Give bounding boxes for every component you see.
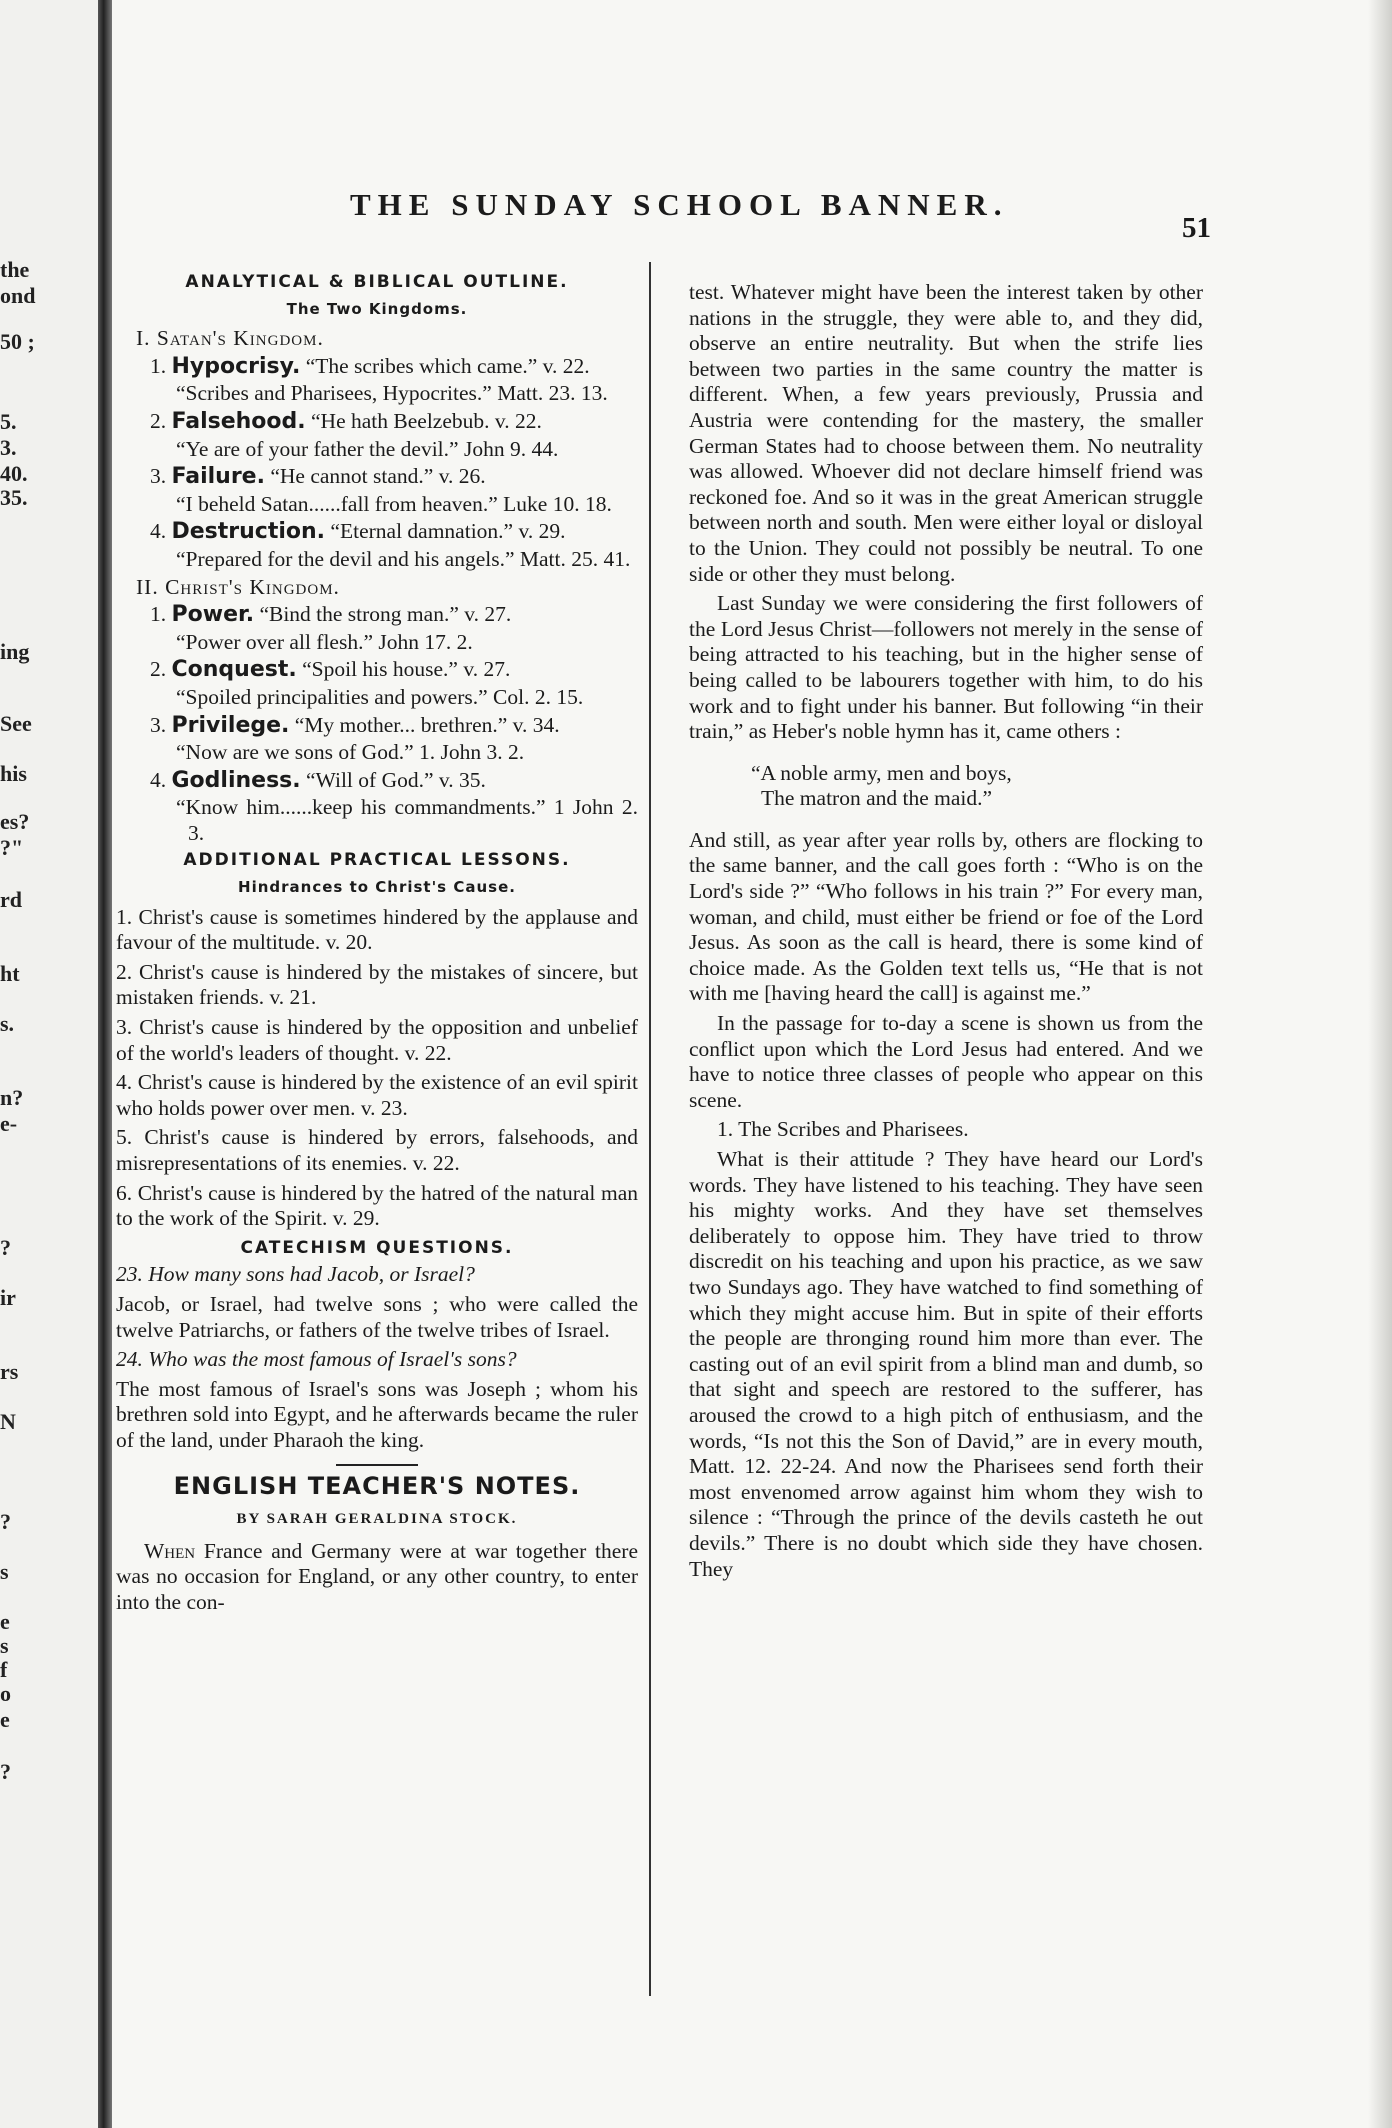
notes-paragraph: test. Whatever might have been the interest taken by other nations in the struggle, they were able to, and they did, observe an entire neutrality. But when the strife lies between two parties in the same country the matter is different. When, a few years previously, Prussia and Austria were contending for the mastery, the smaller German States had to choose between them. No neutrality was allowed. Whoever did not declare himself friend was reckoned foe. And so it was in the great American struggle between north and south. Men were either loyal or disloyal to the Union. They could not possibly be neutral. To one side or other they must belong. — [689, 280, 1203, 586]
outline-item: 4. Destruction. “Eternal damnation.” v. 29. — [150, 519, 566, 545]
prev-fragment: e- — [0, 1111, 18, 1136]
outline-quote: “Now are we sons of God.” 1. John 3. 2. — [176, 740, 525, 765]
prev-fragment: ?" — [0, 835, 24, 860]
prev-fragment: the — [0, 257, 30, 282]
lesson-item: 2. Christ's cause is hindered by the mistakes of sincere, but mistaken friends. v. 21. — [116, 959, 638, 1010]
prev-fragment: 35. — [0, 485, 28, 510]
prev-fragment: e — [0, 1707, 10, 1732]
prev-fragment: n? — [0, 1085, 24, 1110]
page-number: 51 — [1182, 212, 1211, 244]
catechism-heading: CATECHISM QUESTIONS. — [240, 1237, 514, 1258]
running-header: THE SUNDAY SCHOOL BANNER. — [350, 187, 1009, 222]
outline-quote: “Spoiled principalities and powers.” Col. 2. 15. — [176, 684, 584, 709]
prev-fragment: e — [0, 1609, 10, 1634]
prev-fragment: s — [0, 1633, 9, 1658]
hymn-quote — [751, 761, 1203, 812]
lesson-item: 4. Christ's cause is hindered by the existence of an evil spirit who holds power over men. v. 23. — [116, 1070, 638, 1120]
outline-subheading: The Two Kingdoms. — [286, 299, 468, 318]
outline-quote: “Scribes and Pharisees, Hypocrites.” Matt. 23. 13. — [176, 381, 608, 406]
notes-paragraph: What is their attitude ? They have heard our Lord's words. They have listened to his teaching. They have seen his mighty works. And they have set themselves deliberately to oppose him. They have tried to throw discredit on his teaching and upon his practice, as we saw two Sundays ago. They have watched to find something of which they might accuse him. But in spite of their efforts the people are thronging round him more than ever. The casting out of an evil spirit from a blind man and dumb, so that sight and speech are restored to the sufferer, has aroused the crowd to a high pitch of enthusiasm, and the words, “Is not this the Son of David,” are in every mouth, Matt. 12. 22-24. And now the Pharisees send forth their most envenomed arrow against him whom they wish to silence : “Through the prince of the devils casteth he out devils.” There is no doubt which side they have chosen. They — [689, 1147, 1203, 1581]
section-divider — [336, 1464, 418, 1466]
section-label: I. Satan's Kingdom. — [136, 326, 324, 351]
previous-page-edge — [0, 0, 112, 2128]
outline-item: 1. Power. “Bind the strong man.” v. 27. — [150, 602, 512, 628]
prev-fragment: ? — [0, 1759, 11, 1784]
hymn-line: The matron and the maid.” — [761, 786, 993, 811]
prev-fragment: ? — [0, 1235, 11, 1260]
prev-fragment: his — [0, 761, 27, 786]
outline-item: 2. Conquest. “Spoil his house.” v. 27. — [150, 657, 511, 683]
outline-item: 4. Godliness. “Will of God.” v. 35. — [150, 767, 486, 793]
prev-fragment: See — [0, 711, 32, 736]
catechism-answer: Jacob, or Israel, had twelve sons ; who were called the twelve Patriarchs, or fathers of the twelve tribes of Israel. — [116, 1291, 638, 1342]
prev-fragment: ir — [0, 1285, 16, 1310]
notes-paragraph: In the passage for to-day a scene is shown us from the conflict upon which the Lord Jesus had entered. And we have to notice three classes of people who appear on this scene. — [689, 1011, 1203, 1112]
prev-fragment: ht — [0, 961, 20, 986]
outline-heading: ANALYTICAL & BIBLICAL OUTLINE. — [185, 272, 569, 292]
outline-quote: “I beheld Satan......fall from heaven.” Luke 10. 18. — [176, 491, 612, 516]
outline-quote: “Ye are of your father the devil.” John 9. 44. — [176, 436, 559, 461]
right-column — [689, 280, 1203, 1586]
prev-fragment: ing — [0, 639, 30, 664]
lesson-item: 1. Christ's cause is sometimes hindered by the applause and favour of the multitude. v. 20. — [116, 904, 638, 955]
prev-fragment: 40. — [0, 461, 28, 486]
hymn-line: “A noble army, men and boys, — [751, 760, 1012, 785]
prev-fragment: es? — [0, 809, 30, 834]
prev-fragment: 5. — [0, 409, 17, 434]
prev-fragment: N — [0, 1409, 16, 1434]
notes-heading: ENGLISH TEACHER'S NOTES. — [173, 1471, 581, 1500]
column-rule — [649, 262, 651, 1996]
prev-fragment: f — [0, 1657, 8, 1682]
lesson-item: 5. Christ's cause is hindered by errors, falsehoods, and misrepresentations of its enemies. v. 22. — [116, 1125, 638, 1175]
prev-fragment: 3. — [0, 435, 17, 460]
prev-fragment: o — [0, 1681, 11, 1706]
outline-item: 3. Privilege. “My mother... brethren.” v. 34. — [150, 712, 560, 738]
notes-paragraph: And still, as year after year rolls by, others are flocking to the same banner, and the call goes forth : “Who is on the Lord's side ?” “Who follows in his train ?” For every man, woman, and child, must either be friend or foe of the Lord Jesus. As soon as the call is heard, there is some kind of choice made. As the Golden text tells us, “He that is not with me [having heard the call] is against me.” — [689, 827, 1203, 1006]
notes-subheading: 1. The Scribes and Pharisees. — [717, 1117, 969, 1142]
prev-fragment: 50 ; — [0, 329, 35, 354]
notes-byline: BY SARAH GERALDINA STOCK. — [236, 1511, 518, 1528]
prev-fragment: s. — [0, 1011, 15, 1036]
page — [112, 0, 1392, 2128]
outline-quote: “Power over all flesh.” John 17. 2. — [176, 629, 473, 654]
page-edge-shadow — [1368, 0, 1392, 2128]
prev-fragment: rs — [0, 1359, 19, 1384]
section-label: II. Christ's Kingdom. — [136, 574, 340, 599]
notes-paragraph: When France and Germany were at war together there was no occasion for England, or any other country, to enter into the con- — [116, 1538, 638, 1614]
outline-quote: “Prepared for the devil and his angels.” Matt. 25. 41. — [176, 546, 631, 571]
left-column — [116, 268, 638, 1620]
prev-fragment: rd — [0, 887, 22, 912]
outline-item: 1. Hypocrisy. “The scribes which came.” v. 22. — [150, 353, 590, 379]
outline-quote: “Know him......keep his commandments.” 1 John 2. 3. — [176, 795, 638, 845]
catechism-answer: The most famous of Israel's sons was Joseph ; whom his brethren sold into Egypt, and he afterwards became the ruler of the land, under Pharaoh the king. — [116, 1376, 638, 1452]
notes-paragraph: Last Sunday we were considering the first followers of the Lord Jesus Christ—followers not merely in the sense of being attracted to his teaching, but in the higher sense of being called to be labourers together with him, to do his work and to fight under his banner. But following “in their train,” as Heber's noble hymn has it, came others : — [689, 591, 1203, 744]
lesson-item: 6. Christ's cause is hindered by the hatred of the natural man to the work of the Spirit. v. 29. — [116, 1180, 638, 1231]
prev-fragment: ? — [0, 1509, 11, 1534]
lessons-heading: ADDITIONAL PRACTICAL LESSONS. — [183, 850, 571, 871]
prev-fragment: ond — [0, 283, 36, 308]
lessons-subheading: Hindrances to Christ's Cause. — [238, 878, 516, 897]
outline-item: 2. Falsehood. “He hath Beelzebub. v. 22. — [150, 408, 542, 434]
book-gutter — [98, 0, 112, 2128]
prev-fragment: s — [0, 1559, 9, 1584]
catechism-question: 23. How many sons had Jacob, or Israel? — [116, 1262, 475, 1287]
outline-item: 3. Failure. “He cannot stand.” v. 26. — [150, 464, 486, 490]
catechism-question: 24. Who was the most famous of Israel's sons? — [116, 1347, 517, 1372]
lesson-item: 3. Christ's cause is hindered by the opposition and unbelief of the world's leaders of thought. v. 22. — [116, 1015, 638, 1065]
